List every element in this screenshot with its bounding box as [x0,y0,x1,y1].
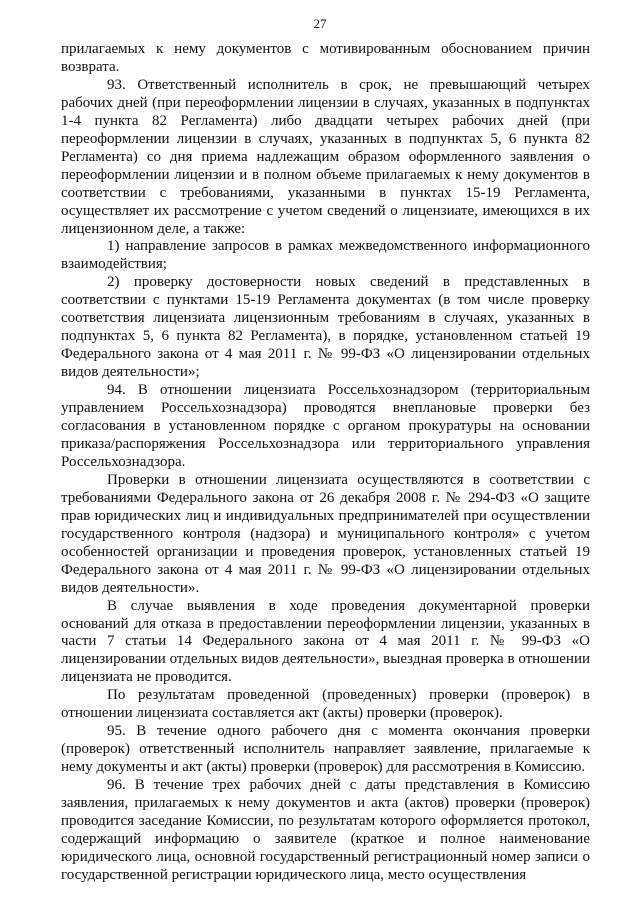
page-number: 27 [313,16,327,31]
paragraph-93: 93. Ответственный исполнитель в срок, не превышающий четырех рабочих дней (при переоформлении лицензии в случаях, указанных в подпунктах 1-4 пункта 82 Регламента) либо двадцати четырех рабочих дней (при переоформлении лицензии в случаях, указанных в подпунктах 5, 6 пункта 82 Регламента) со дня приема надлежащим образом оформленного заявления о переоформлении лицензии и в полном объеме прилагаемых к нему документов в соответствии с требованиями, указанными в пунктах 15-19 Регламента, осуществляет их рассмотрение с учетом сведений о лицензиате, имеющихся в их лицензионном деле, а также: [61,76,590,237]
paragraph-94-refusal-case: В случае выявления в ходе проведения документарной проверки оснований для отказа в предоставлении переоформлении лицензии, указанных в части 7 статьи 14 Федерального закона от 4 мая 2011 г. № 99-ФЗ «О лицензировании отдельных видов деятельности», выездная проверка в отношении лицензиата не проводится. [61,597,590,686]
paragraph-93-item-2: 2) проверку достоверности новых сведений в представленных в соответствии с пунктами 15-19 Регламента документах (в том числе проверку соответствия лицензиата лицензионным требованиям в случаях, указанных в подпунктах 5, 6 пункта 82 Регламента), в порядке, установленном статьей 19 Федерального закона от 4 мая 2011 г. № 99-ФЗ «О лицензировании отдельных видов деятельности»; [61,274,590,381]
paragraph-94-inspection-act: По результатам проведенной (проведенных) проверки (проверок) в отношении лицензиата составляется акт (акты) проверки (проверок). [61,687,590,722]
paragraph-93-item-1: 1) направление запросов в рамках межведомственного информационного взаимодействия; [61,238,590,273]
paragraph-96: 96. В течение трех рабочих дней с даты представления в Комиссию заявления, прилагаемых к нему документов и акта (актов) проверки (проверок) проводится заседание Комиссии, по результатам которого оформляется протокол, содержащий информацию о заявителе (краткое и полное наименование юридического лица, основной государственный регистрационный номер записи о государственной регистрации юридического лица, место осуществления [61,777,590,883]
paragraph-94: 94. В отношении лицензиата Россельхознадзором (территориальным управлением Россельхознадзора) проводятся внеплановые проверки без согласования в установленном порядке с органом прокуратуры на основании приказа/распоряжения Россельхознадзора или территориального управления Россельхознадзора. [61,382,590,470]
document-body [61,41,590,885]
paragraph-return-continuation: прилагаемых к нему документов с мотивированным обоснованием причин возврата. [61,41,590,75]
paragraph-95: 95. В течение одного рабочего дня с момента окончания проверки (проверок) ответственный исполнитель направляет заявление, прилагаемые к нему документы и акт (акты) проверки (проверок) для рассмотрения в Комиссию. [61,723,590,776]
paragraph-94-inspections: Проверки в отношении лицензиата осуществляются в соответствии с требованиями Федерального закона от 26 декабря 2008 г. № 294-ФЗ «О защите прав юридических лиц и индивидуальных предпринимателей при осуществлении государственного контроля (надзора) и муниципального контроля» с учетом особенностей организации и проведения проверок, установленных статьей 19 Федерального закона от 4 мая 2011 г. № 99-ФЗ «О лицензировании отдельных видов деятельности». [61,471,590,596]
